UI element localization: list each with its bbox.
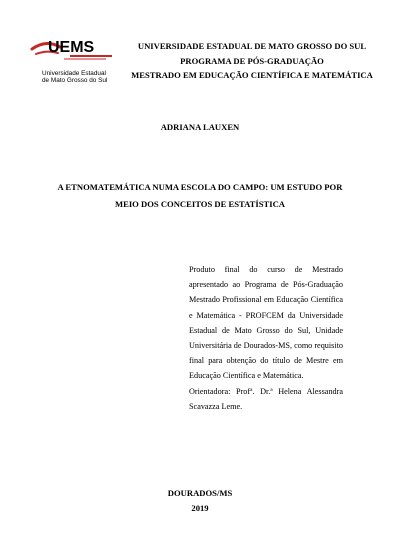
program-name: PROGRAMA DE PÓS-GRADUAÇÃO (180, 56, 324, 66)
masters-name: MESTRADO EM EDUCAÇÃO CIENTÍFICA E MATEMÁTICA (131, 70, 373, 80)
logo-caption-2: de Mato Grosso do Sul (42, 77, 108, 84)
description-text: Produto final do curso de Mestrado apresentado ao Programa de Pós-Graduação Mestrado Profissional em Educação Científica e Matemática - PROFCEM da Universidade Estadual de Mato Grosso do Sul, Unidade Universitária de Dourados-MS, como requisito final para obtenção do título de Mestre em Educação Científica e Matemática. (189, 265, 343, 381)
year: 2019 (191, 503, 209, 513)
title-line-1: A ETNOMATEMÁTICA NUMA ESCOLA DO CAMPO: UM ESTUDO POR (57, 182, 343, 192)
city: DOURADOS/MS (167, 488, 233, 498)
logo-wordmark: UEMS (48, 39, 95, 56)
advisor-text: Orientadora: Profª. Dr.ª Helena Alessandra Scavazza Leme. (189, 386, 343, 411)
work-description (189, 262, 343, 414)
uems-logo-mark (30, 30, 120, 88)
title-line-2: MEIO DOS CONCEITOS DE ESTATÍSTICA (114, 199, 285, 209)
logo-caption-1: Universidade Estadual (42, 70, 106, 77)
institution-name: UNIVERSIDADE ESTADUAL DE MATO GROSSO DO SUL (137, 41, 367, 51)
author-name: ADRIANA LAUXEN (160, 122, 240, 132)
uems-logo (30, 30, 120, 88)
